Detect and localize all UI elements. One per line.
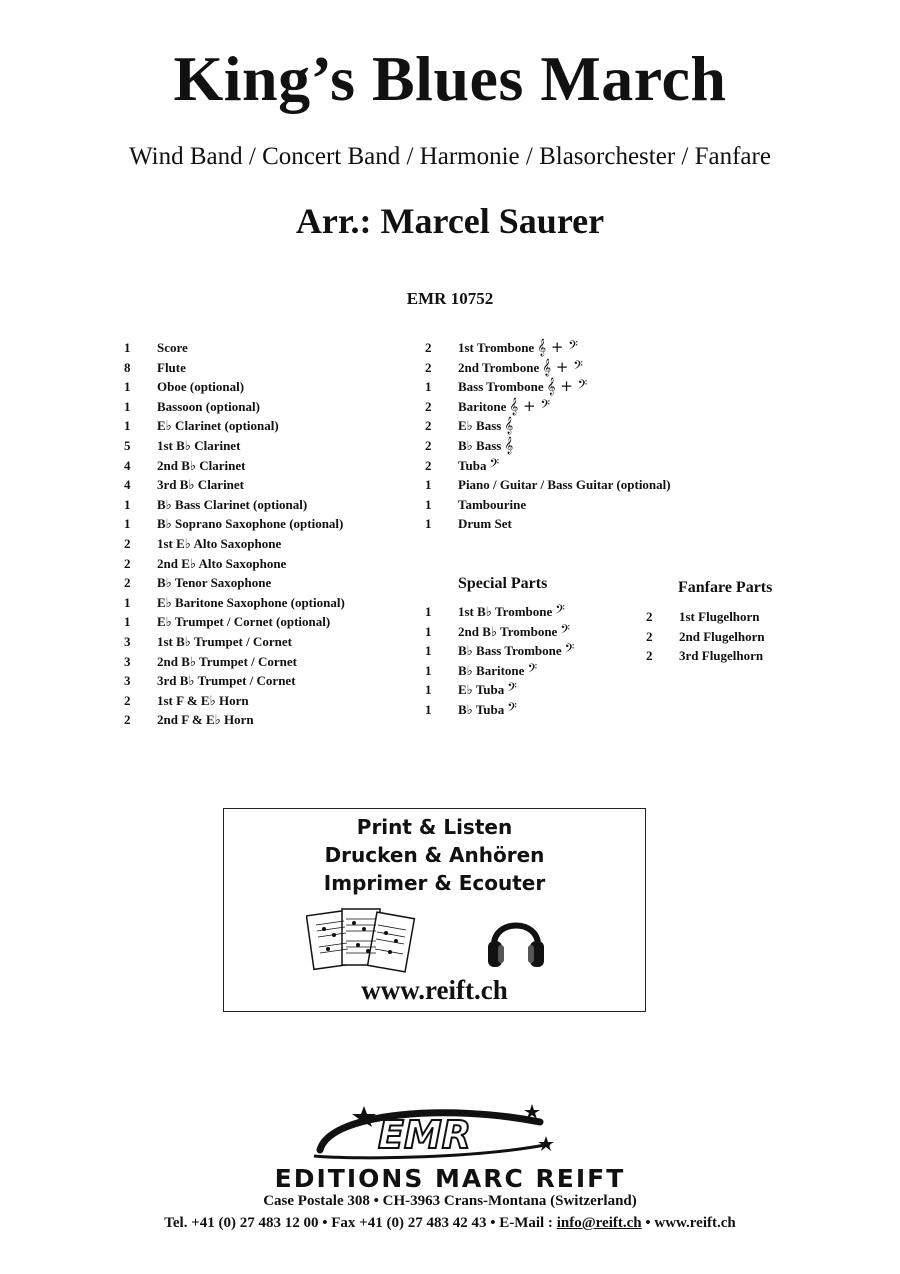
part-quantity: 4: [124, 477, 131, 493]
part-name-text: 2nd B♭ Trombone: [458, 623, 558, 639]
part-row: [124, 338, 424, 358]
part-name-text: E♭ Baritone Saxophone (optional): [157, 594, 345, 610]
part-quantity: 2: [646, 648, 653, 664]
part-name-text: 1st E♭ Alto Saxophone: [157, 535, 282, 551]
part-row: [646, 607, 846, 627]
part-quantity: 1: [425, 379, 432, 395]
part-row: [425, 397, 725, 417]
part-row: [124, 573, 424, 593]
part-quantity: 1: [425, 643, 432, 659]
part-quantity: 1: [124, 379, 131, 395]
part-name-text: 2nd B♭ Clarinet: [157, 457, 246, 473]
part-name-text: Tambourine: [458, 496, 527, 512]
part-row: [425, 456, 725, 476]
part-row: [124, 397, 424, 417]
part-row: [124, 671, 424, 691]
part-name-text: Bass Trombone: [458, 379, 544, 395]
part-name-text: 3rd B♭ Trumpet / Cornet: [157, 673, 296, 689]
part-name-text: Flute: [157, 359, 186, 375]
part-row: [425, 377, 725, 397]
part-name: [679, 627, 765, 647]
part-quantity: 1: [425, 623, 432, 639]
publisher-contact: [0, 1215, 900, 1232]
promo-line-french: Imprimer & Ecouter: [323, 871, 546, 895]
part-row: [124, 652, 424, 672]
clef-icon: 𝄢: [507, 699, 517, 718]
fanfare-parts-list: [646, 607, 846, 666]
part-row: [425, 416, 725, 436]
arranger: Arr.: Marcel Saurer: [295, 201, 605, 241]
part-quantity: 1: [124, 418, 131, 434]
part-name: [679, 646, 763, 666]
page-title: King’s Blues March: [173, 43, 727, 114]
part-quantity: 2: [124, 535, 131, 551]
part-row: [124, 456, 424, 476]
part-row: [425, 641, 645, 661]
promo-url[interactable]: www.reift.ch: [361, 975, 508, 1005]
part-row: [646, 646, 846, 666]
part-name: [458, 700, 517, 720]
clef-icon: 𝄢: [560, 621, 570, 640]
clef-icon: 𝄞 + 𝄢: [509, 396, 551, 415]
part-quantity: 4: [124, 457, 131, 473]
part-quantity: 2: [425, 359, 432, 375]
parts-list-brass: [425, 338, 725, 534]
part-name: [157, 593, 345, 613]
part-quantity: 1: [425, 477, 432, 493]
part-row: [124, 514, 424, 534]
part-row: [425, 680, 645, 700]
part-row: [425, 700, 645, 720]
part-name: [458, 475, 671, 495]
part-row: [425, 475, 725, 495]
part-row: [425, 602, 645, 622]
part-name: [157, 436, 240, 456]
clef-icon: 𝄢: [507, 680, 517, 699]
part-name-text: E♭ Tuba: [458, 682, 505, 698]
part-name-text: 2nd Flugelhorn: [679, 628, 765, 644]
part-name: [458, 397, 550, 417]
part-quantity: 1: [124, 516, 131, 532]
part-row: [425, 338, 725, 358]
special-parts-heading: Special Parts: [458, 575, 548, 592]
part-name: [458, 416, 513, 436]
part-row: [124, 416, 424, 436]
part-name-text: 3rd B♭ Clarinet: [157, 477, 245, 493]
part-row: [425, 495, 725, 515]
part-row: [425, 514, 725, 534]
part-row: [425, 622, 645, 642]
sheet-music-icon: [306, 905, 418, 975]
part-row: [124, 612, 424, 632]
part-name-text: 2nd F & E♭ Horn: [157, 712, 254, 728]
part-row: [124, 691, 424, 711]
part-quantity: 2: [124, 712, 131, 728]
part-name: [679, 607, 760, 627]
part-name: [157, 534, 281, 554]
part-row: [124, 358, 424, 378]
part-name-text: 3rd Flugelhorn: [679, 648, 764, 664]
part-name-text: B♭ Bass Clarinet (optional): [157, 496, 308, 512]
part-name: [157, 652, 297, 672]
part-name: [458, 641, 574, 661]
part-quantity: 8: [124, 359, 131, 375]
contact-phone-fax: Tel. +41 (0) 27 483 12 00 • Fax +41 (0) 27 483 42 43 • E-Mail :: [164, 1215, 557, 1231]
part-name: [458, 622, 570, 642]
part-name: [458, 456, 499, 476]
part-name-text: Piano / Guitar / Bass Guitar (optional): [458, 477, 671, 493]
part-quantity: 2: [646, 628, 653, 644]
part-quantity: 1: [124, 594, 131, 610]
publisher-address: Case Postale 308 • CH-3963 Crans-Montana (Switzerland): [263, 1193, 637, 1209]
publisher-name: EDITIONS MARC REIFT: [274, 1164, 626, 1193]
part-name: [157, 377, 244, 397]
part-name-text: E♭ Bass: [458, 418, 502, 434]
part-name: [458, 680, 517, 700]
part-name: [458, 495, 526, 515]
part-name-text: B♭ Bass Trombone: [458, 643, 562, 659]
logo-text: EMR: [378, 1113, 472, 1157]
part-name-text: Bassoon (optional): [157, 398, 260, 414]
part-name: [458, 514, 512, 534]
part-name: [157, 416, 279, 436]
part-name: [157, 710, 254, 730]
part-name: [157, 671, 296, 691]
clef-icon: 𝄞 + 𝄢: [546, 377, 588, 396]
part-name-text: B♭ Tenor Saxophone: [157, 575, 272, 591]
clef-icon: 𝄞 + 𝄢: [537, 338, 578, 356]
part-quantity: 2: [124, 575, 131, 591]
part-name: [157, 338, 188, 358]
part-name: [157, 632, 292, 652]
part-name: [458, 338, 578, 358]
part-name-text: Drum Set: [458, 516, 512, 532]
part-name-text: Score: [157, 340, 188, 355]
part-quantity: 2: [646, 609, 653, 624]
part-row: [124, 554, 424, 574]
part-quantity: 1: [425, 604, 432, 619]
part-name: [157, 358, 186, 378]
part-quantity: 3: [124, 653, 131, 669]
part-name: [458, 661, 537, 681]
part-name-text: E♭ Clarinet (optional): [157, 418, 279, 434]
part-quantity: 2: [124, 555, 131, 571]
part-name: [458, 358, 583, 378]
part-quantity: 2: [425, 418, 432, 434]
part-quantity: 1: [425, 682, 432, 698]
instrumentation-subtitle: Wind Band / Concert Band / Harmonie / Blasorchester / Fanfare: [129, 143, 771, 170]
headphones-icon: [486, 907, 546, 973]
contact-website: • www.reift.ch: [641, 1215, 736, 1231]
parts-list-main: [124, 338, 424, 730]
part-name: [157, 495, 307, 515]
part-name-text: 1st B♭ Clarinet: [157, 437, 241, 453]
part-quantity: 2: [425, 437, 432, 453]
part-row: [425, 436, 725, 456]
part-quantity: 1: [425, 701, 432, 717]
fanfare-parts-heading: Fanfare Parts: [678, 579, 773, 596]
part-name-text: 1st B♭ Trumpet / Cornet: [157, 633, 292, 649]
part-quantity: 2: [425, 398, 432, 414]
part-quantity: 3: [124, 633, 131, 649]
part-name-text: B♭ Bass: [458, 437, 502, 453]
part-name-text: 1st F & E♭ Horn: [157, 692, 249, 708]
part-quantity: 1: [124, 496, 131, 512]
catalog-code: EMR 10752: [406, 289, 494, 308]
clef-icon: 𝄢: [527, 660, 538, 679]
part-name: [157, 573, 271, 593]
part-quantity: 5: [124, 437, 131, 453]
part-row: [124, 632, 424, 652]
promo-line-german: Drucken & Anhören: [324, 843, 545, 867]
part-quantity: 2: [124, 692, 131, 708]
part-name-text: 1st B♭ Trombone: [458, 604, 553, 619]
part-row: [124, 534, 424, 554]
part-name-text: 1st Trombone: [458, 340, 535, 355]
part-name: [157, 475, 244, 495]
part-row: [425, 661, 645, 681]
part-row: [124, 377, 424, 397]
part-name: [157, 691, 249, 711]
part-name: [157, 456, 245, 476]
part-name-text: 2nd Trombone: [458, 359, 540, 375]
clef-icon: 𝄞: [504, 435, 514, 454]
part-row: [124, 495, 424, 515]
part-quantity: 1: [124, 398, 131, 414]
part-name: [157, 397, 260, 417]
clef-icon: 𝄢: [555, 602, 565, 620]
part-name-text: B♭ Tuba: [458, 701, 505, 717]
email-link[interactable]: info@reift.ch: [556, 1215, 642, 1231]
part-quantity: 1: [425, 662, 432, 678]
part-quantity: 2: [425, 340, 432, 355]
part-name: [458, 436, 513, 456]
part-name-text: 1st Flugelhorn: [679, 609, 760, 624]
part-name: [157, 514, 343, 534]
part-quantity: 1: [124, 614, 131, 630]
special-parts-list: [425, 602, 645, 720]
clef-icon: 𝄢: [489, 455, 500, 474]
part-name-text: B♭ Soprano Saxophone (optional): [157, 516, 344, 532]
part-name-text: Baritone: [458, 398, 507, 414]
part-name: [157, 612, 330, 632]
clef-icon: 𝄞 + 𝄢: [542, 357, 583, 376]
part-name-text: B♭ Baritone: [458, 662, 525, 678]
part-quantity: 1: [425, 496, 432, 512]
part-name-text: 2nd B♭ Trumpet / Cornet: [157, 653, 297, 669]
part-name-text: E♭ Trumpet / Cornet (optional): [157, 614, 331, 630]
clef-icon: 𝄞: [504, 416, 514, 435]
part-name: [458, 602, 565, 622]
print-listen-box: [223, 808, 646, 1012]
part-name-text: Tuba: [458, 457, 487, 473]
part-quantity: 2: [425, 457, 432, 473]
part-quantity: 3: [124, 673, 131, 689]
promo-line-english: Print & Listen: [356, 815, 513, 839]
emr-logo: [300, 1100, 570, 1164]
part-row: [124, 436, 424, 456]
part-row: [124, 710, 424, 730]
part-row: [646, 627, 846, 647]
part-quantity: 1: [124, 340, 131, 355]
part-name-text: Oboe (optional): [157, 379, 245, 395]
part-name: [458, 377, 587, 397]
part-name-text: 2nd E♭ Alto Saxophone: [157, 555, 287, 571]
part-row: [124, 475, 424, 495]
clef-icon: 𝄢: [564, 641, 575, 660]
part-name: [157, 554, 286, 574]
part-row: [425, 358, 725, 378]
part-quantity: 1: [425, 516, 432, 532]
part-row: [124, 593, 424, 613]
